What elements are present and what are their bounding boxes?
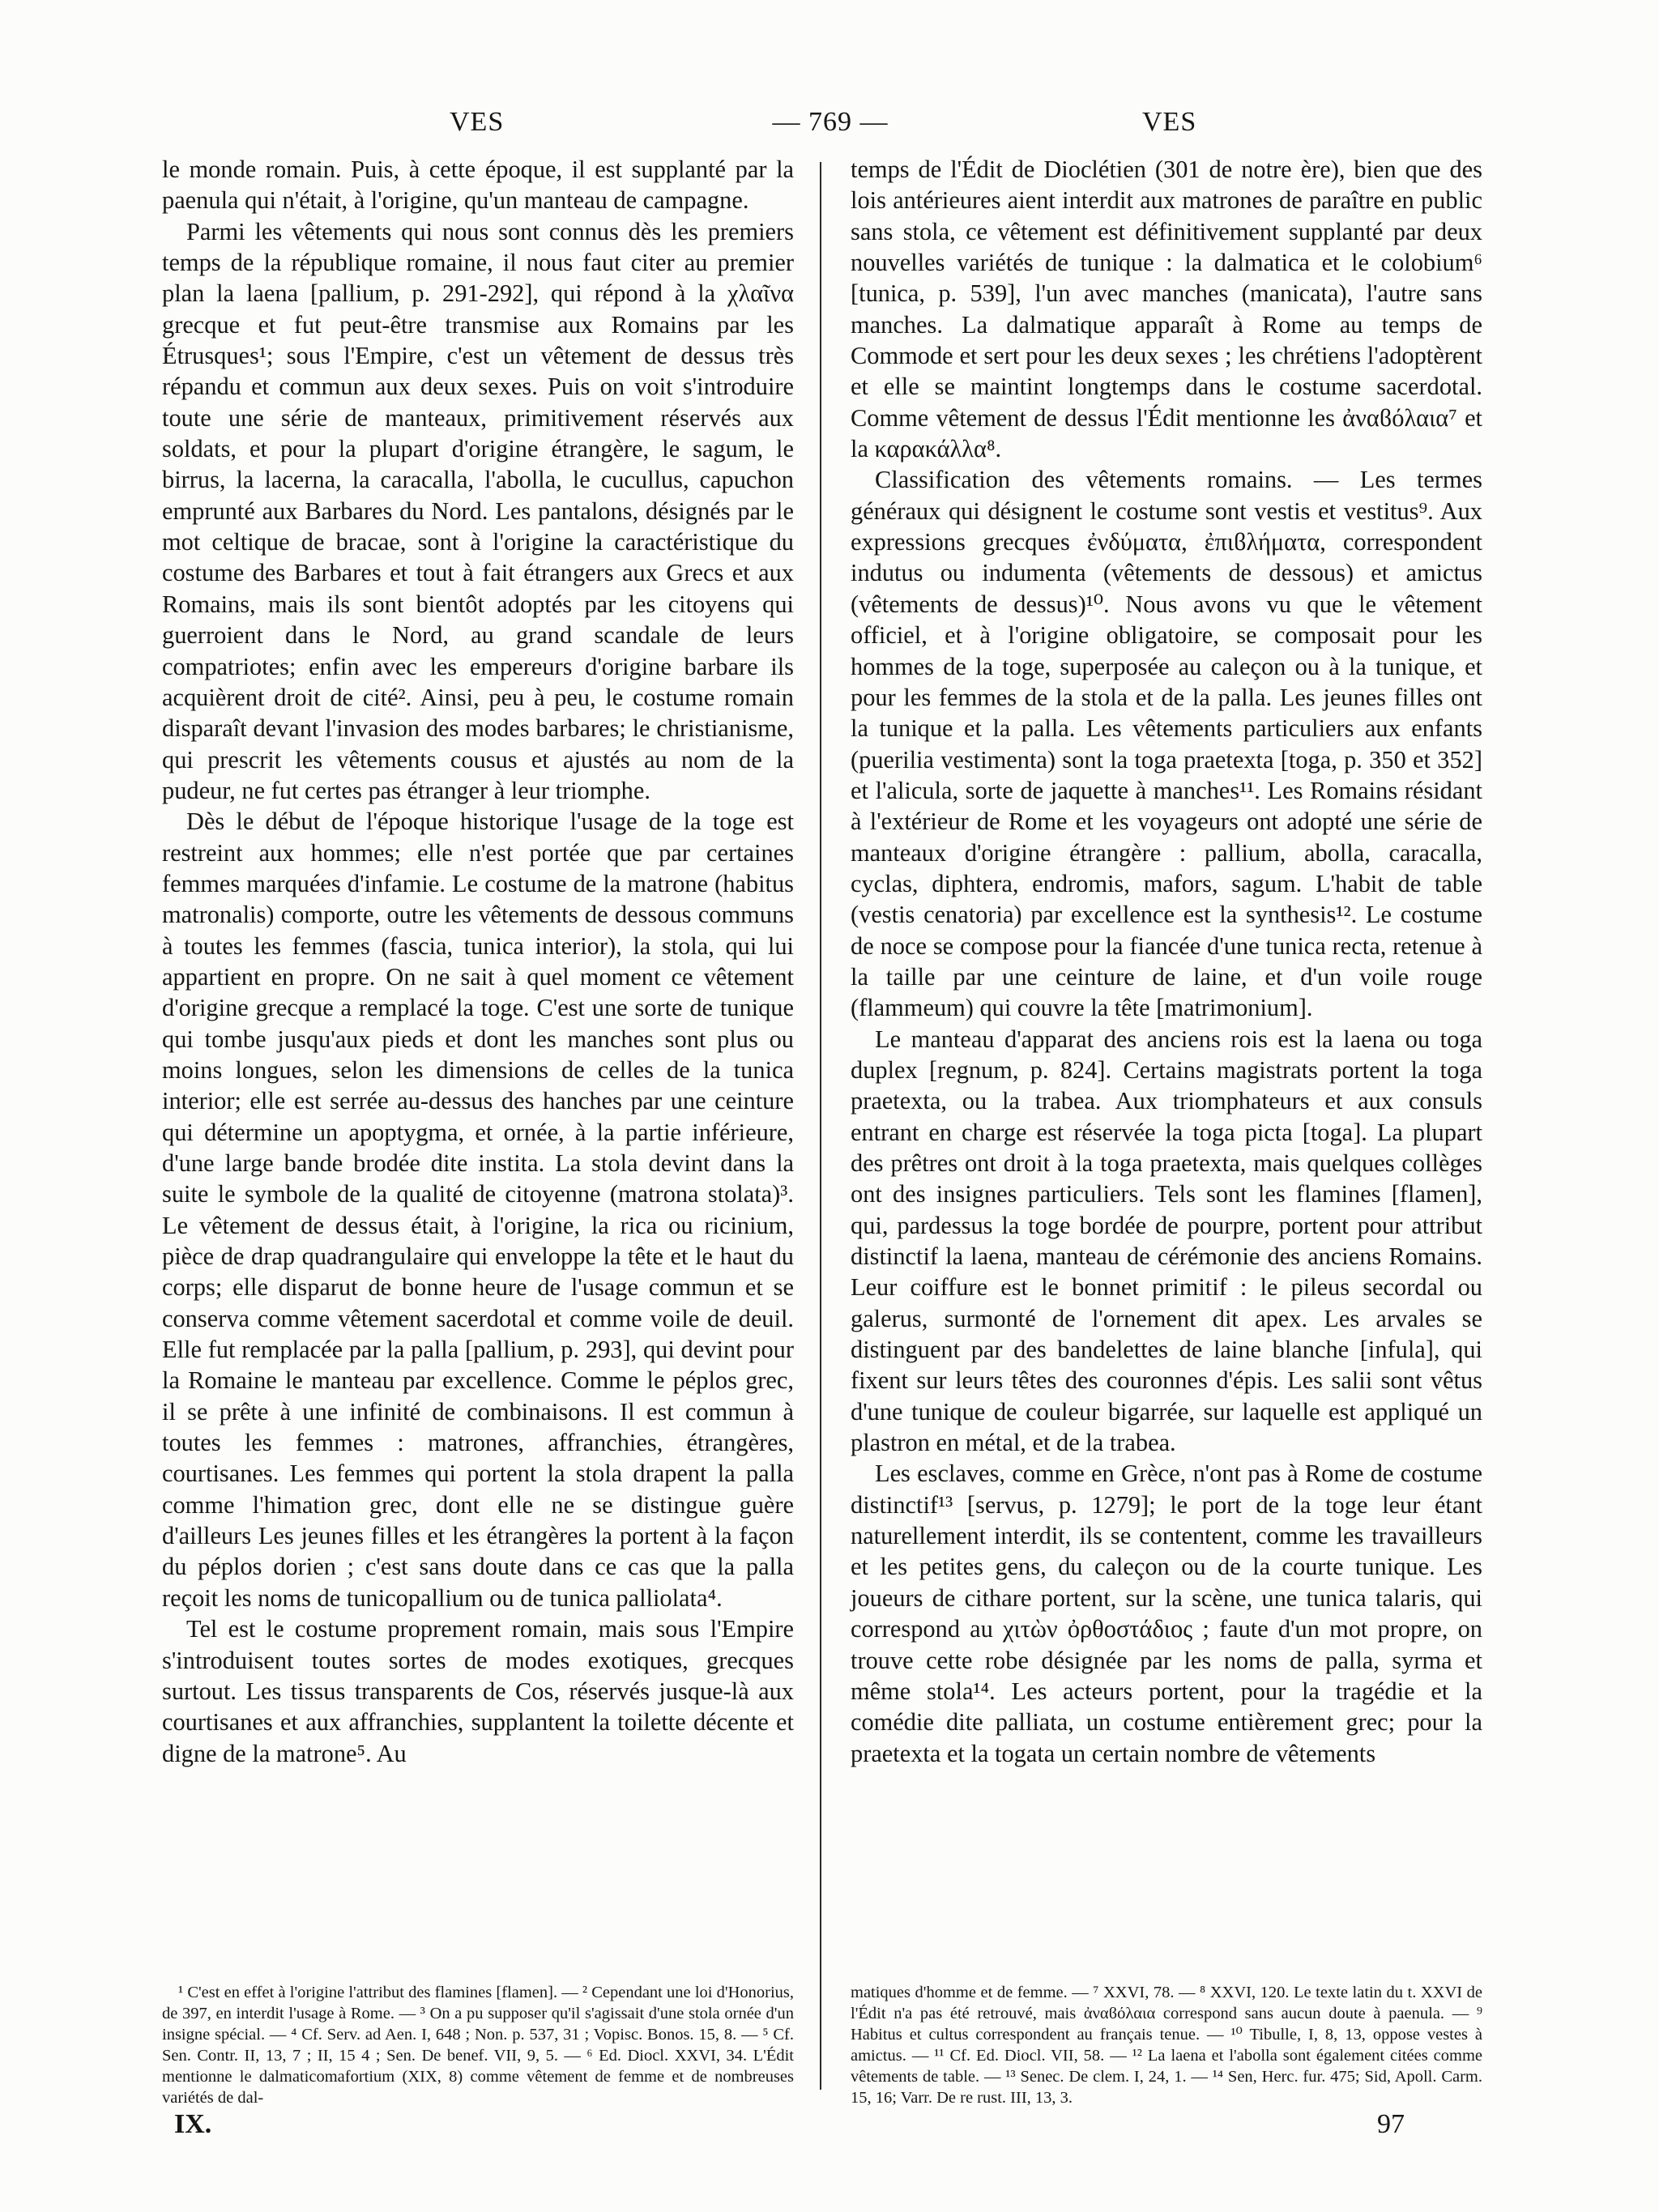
right-column: [851, 154, 1482, 1769]
column-divider: [820, 162, 821, 2090]
running-head-right: VES: [1142, 107, 1197, 137]
paragraph: temps de l'Édit de Dioclétien (301 de notre ère), bien que des lois antérieures aient interdit aux matrones de paraître en public sans stola, ce vêtement est définitivement supplanté par deux nouvelles variétés de tunique : la dalmatica et le colobium⁶ [tunica, p. 539], l'un avec manches (manicata), l'autre sans manches. La dalmatique apparaît à Rome au temps de Commode et sert pour les deux sexes ; les chrétiens l'adoptèrent et elle se maintint longtemps dans le costume sacerdotal. Comme vêtement de dessus l'Édit mentionne les ἀναϐόλαια⁷ et la καρακάλλα⁸.: [851, 156, 1482, 463]
page-number: — 769 —: [772, 107, 889, 137]
paragraph: le monde romain. Puis, à cette époque, il est supplanté par la paenula qui n'était, à l'origine, qu'un manteau de campagne.: [162, 156, 794, 215]
running-head: [146, 107, 1515, 147]
paragraph: Le manteau d'apparat des anciens rois est la laena ou toga duplex [regnum, p. 824]. Certains magistrats portent la toga praetexta, ou la trabea. Aux triomphateurs et aux consuls entrant en charge est réservée la toga picta [toga]. La plupart des prêtres ont droit à la toga praetexta, mais quelques collèges ont des insignes particuliers. Tels sont les flamines [flamen], qui, pardessus la toge bordée de pourpre, portent pour attribut distinctif la laena, manteau de cérémonie des anciens Romains. Leur coiffure est le bonnet primitif : le pileus secordal ou galerus, surmonté de l'ornement dit apex. Les arvales se distinguent par des bandelettes de laine blanche [infula], qui fixent sur leurs têtes des couronnes d'épis. Les salii sont vêtus d'une tunique de couleur bigarrée, sur laquelle est appliqué un plastron en métal, et de la trabea.: [851, 1025, 1482, 1457]
signature-mark: IX.: [174, 2109, 212, 2139]
paragraph: Classification des vêtements romains. — Les termes généraux qui désignent le costume sont vestis et vestitus⁹. Aux expressions grecques ἐνδύματα, ἐπιϐλήματα, correspondent indutus ou indumenta (vêtements de dessous) et amictus (vêtements de dessus)¹⁰. Nous avons vu que le vêtement officiel, et à l'origine obligatoire, se composait pour les hommes de la toge, superposée au caleçon ou à la tunique, et pour les femmes de la stola et de la palla. Les jeunes filles ont la tunique et la palla. Les vêtements particuliers aux enfants (puerilia vestimenta) sont la toga praetexta [toga, p. 350 et 352] et l'alicula, sorte de jaquette à manches¹¹. Les Romains résidant à l'extérieur de Rome et les voyageurs ont adopté une série de manteaux d'origine étrangère : pallium, abolla, caracalla, cyclas, diphtera, endromis, mafors, sagum. L'habit de table (vestis cenatoria) par excellence est la synthesis¹². Le costume de noce se compose pour la fiancée d'une tunica recta, retenue à la taille par une ceinture de laine, et d'un voile rouge (flammeum) qui couvre la tête [matrimonium].: [851, 466, 1482, 1022]
footnotes-left: [162, 1982, 794, 2108]
sheet-number: 97: [1377, 2109, 1405, 2139]
paragraph: Les esclaves, comme en Grèce, n'ont pas à Rome de costume distinctif¹³ [servus, p. 1279]; le port de la toge leur étant naturellement interdit, ils se contentent, comme les travailleurs et les petites gens, du caleçon ou de la courte tunique. Les joueurs de cithare portent, sur la scène, une tunica talaris, qui correspond au χιτὼν ὀρθοστάδιος ; faute d'un mot propre, on trouve cette robe désignée par les noms de palla, syrma et même stola¹⁴. Les acteurs portent, pour la tragédie et la comédie dite palliata, un costume entièrement grec; pour la praetexta et la togata un certain nombre de vêtements: [851, 1460, 1482, 1767]
footnote-text: ¹ C'est en effet à l'origine l'attribut des flamines [flamen]. — ² Cependant une loi d'Honorius, de 397, en interdit l'usage à Rome. — ³ On a pu supposer qu'il s'agissait d'une stola ornée d'un insigne spécial. — ⁴ Cf. Serv. ad Aen. I, 648 ; Non. p. 537, 31 ; Vopisc. Bonos. 15, 8. — ⁵ Cf. Sen. Contr. II, 13, 7 ; II, 15 4 ; Sen. De benef. VII, 9, 5. — ⁶ Ed. Diocl. XXVI, 34. L'Édit mentionne le dalmaticomafortium (XIX, 8) comme vêtement de femme et de nombreuses variétés de dal-: [162, 1984, 794, 2107]
paragraph: Dès le début de l'époque historique l'usage de la toge est restreint aux hommes; elle n'est portée que par certaines femmes marquées d'infamie. Le costume de la matrone (habitus matronalis) comporte, outre les vêtements de dessous communs à toutes les femmes (fascia, tunica interior), la stola, qui lui appartient en propre. On ne sait à quel moment ce vêtement d'origine grecque a remplacé la toge. C'est une sorte de tunique qui tombe jusqu'aux pieds et dont les manches sont plus ou moins longues, selon les dimensions de celles de la tunica interior; elle est serrée au-dessus des hanches par une ceinture qui détermine un apoptygma, et ornée, à la partie inférieure, d'une large bande brodée dite instita. La stola devint dans la suite le symbole de la qualité de citoyenne (matrona stolata)³. Le vêtement de dessus était, à l'origine, la rica ou ricinium, pièce de drap quadrangulaire qui enveloppe la tête et le haut du corps; elle disparut de bonne heure de l'usage commun et se conserva comme vêtement sacerdotal et comme voile de deuil. Elle fut remplacée par la palla [pallium, p. 293], qui devint pour la Romaine le manteau par excellence. Comme le péplos grec, il se prête à une infinité de combinaisons. Il est commun à toutes les femmes : matrones, affranchies, étrangères, courtisanes. Les femmes qui portent la stola drapent la palla comme l'himation grec, dont elle ne se distingue guère d'ailleurs Les jeunes filles et les étrangères la portent à la façon du péplos dorien ; c'est sans doute dans ce cas que la palla reçoit les noms de tunicopallium ou de tunica palliolata⁴.: [162, 808, 794, 1612]
paragraph: Parmi les vêtements qui nous sont connus dès les premiers temps de la république romaine, il nous faut citer au premier plan la laena [pallium, p. 291-292], qui répond à la χλαῖνα grecque et fut peut-être transmise aux Romains par les Étrusques¹; sous l'Empire, c'est un vêtement de dessus très répandu et commun aux deux sexes. Puis on voit s'introduire toute une série de manteaux, primitivement réservés aux soldats, et pour la plupart d'origine étrangère, le sagum, le birrus, la lacerna, la caracalla, l'abolla, le cucullus, capuchon emprunté aux Barbares du Nord. Les pantalons, désignés par le mot celtique de bracae, sont à l'origine la caractéristique du costume des Barbares et tout à fait étrangers aux Grecs et aux Romains, mais ils sont bientôt adoptés par les citoyens qui guerroient dans le Nord, au grand scandale de leurs compatriotes; enfin avec les empereurs d'origine barbare ils acquièrent droit de cité². Ainsi, peu à peu, le costume romain disparaît devant l'invasion des modes barbares; le christianisme, qui prescrit les vêtements cousus et ajustés au nom de la pudeur, ne fut certes pas étranger à leur triomphe.: [162, 217, 794, 804]
footnote-text: matiques d'homme et de femme. — ⁷ XXVI, 78. — ⁸ XXVI, 120. Le texte latin du t. XXVI de l'Édit n'a pas été retrouvé, mais ἀναϐόλαια correspond sans aucun doute à paenula. — ⁹ Habitus et cultus correspondent au français tenue. — ¹⁰ Tibulle, I, 8, 13, oppose vestes à amictus. — ¹¹ Cf. Ed. Diocl. VII, 58. — ¹² La laena et l'abolla sont également citées comme vêtements de table. — ¹³ Senec. De clem. I, 24, 1. — ¹⁴ Sen, Herc. fur. 475; Sid, Apoll. Carm. 15, 16; Varr. De re rust. III, 13, 3.: [851, 1984, 1482, 2107]
footnotes-right: [851, 1982, 1482, 2108]
left-column: [162, 154, 794, 1769]
paragraph: Tel est le costume proprement romain, mais sous l'Empire s'introduisent toutes sortes de modes exotiques, grecques surtout. Les tissus transparents de Cos, réservés jusque-là aux courtisanes et aux affranchies, supplantent la toilette décente et digne de la matrone⁵. Au: [162, 1615, 794, 1767]
running-head-left: VES: [450, 107, 505, 137]
